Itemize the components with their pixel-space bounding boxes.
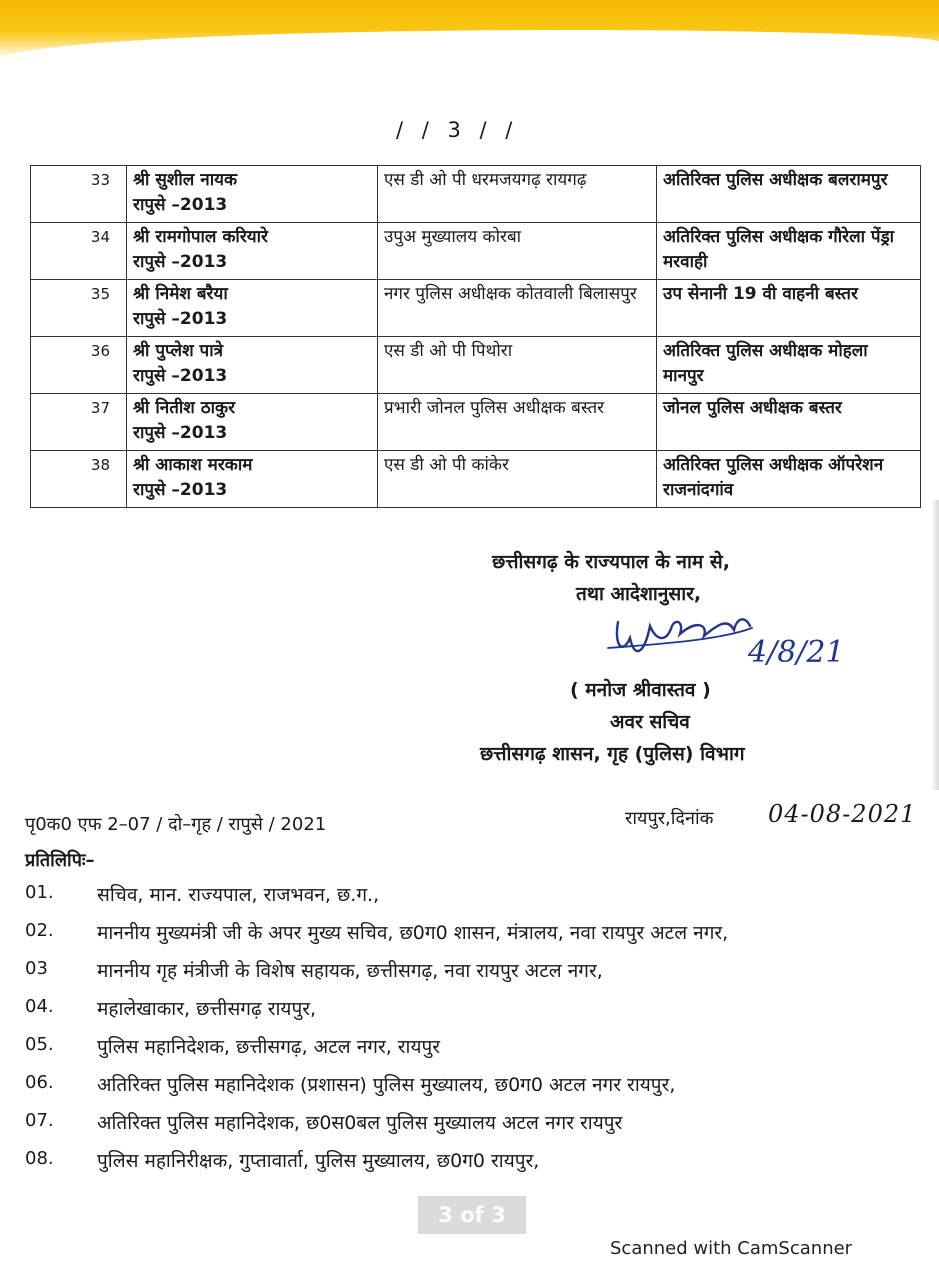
officer-name-batch: रापुसे –2013 — [133, 309, 228, 329]
officer-name — [127, 451, 378, 508]
list-item-text: अतिरिक्त पुलिस महानिदेशक (प्रशासन) पुलिस मुख्यालय, छ0ग0 अटल नगर रायपुर, — [97, 1074, 676, 1096]
officer-name — [127, 280, 378, 337]
list-item — [25, 878, 895, 912]
row-serial — [31, 451, 127, 508]
list-item-number: 07. — [25, 1110, 54, 1131]
scanner-watermark: Scanned with CamScanner — [610, 1238, 853, 1259]
row-serial — [31, 337, 127, 394]
table-row — [31, 223, 921, 280]
signatory-designation: अवर सचिव — [610, 711, 690, 733]
current-posting — [378, 280, 657, 337]
officer-name-name: श्री आकाश मरकाम — [133, 455, 253, 475]
officer-name-name: श्री निमेश बरैया — [133, 284, 228, 304]
list-item-number: 02. — [25, 920, 54, 941]
page-top-edge — [0, 0, 939, 58]
list-item-number: 06. — [25, 1072, 54, 1093]
copy-to-label: प्रतिलिपिः– — [25, 850, 95, 871]
officer-name-name: श्री रामगोपाल करियारे — [133, 227, 268, 247]
table-row — [31, 166, 921, 223]
list-item-text: सचिव, मान. राज्यपाल, राजभवन, छ.ग., — [97, 884, 380, 906]
new-posting — [657, 166, 921, 223]
list-item — [25, 916, 895, 950]
officer-name-name: श्री नितीश ठाकुर — [133, 398, 236, 418]
row-serial-no: 33 — [90, 171, 110, 189]
list-item-text: अतिरिक्त पुलिस महानिदेशक, छ0स0बल पुलिस मुख्यालय अटल नगर रायपुर — [97, 1112, 623, 1134]
officer-name-batch: रापुसे –2013 — [133, 252, 228, 272]
new-posting-to: जोनल पुलिस अधीक्षक बस्तर — [663, 398, 842, 418]
row-serial — [31, 166, 127, 223]
list-item — [25, 954, 895, 988]
signature-date: 4/8/21 — [748, 635, 845, 670]
current-posting-from: नगर पुलिस अधीक्षक कोतवाली बिलासपुर — [384, 284, 637, 304]
current-posting — [378, 451, 657, 508]
authority-line: छत्तीसगढ़ के राज्यपाल के नाम से, — [492, 551, 730, 573]
row-serial-no: 36 — [90, 342, 110, 360]
officer-name — [127, 166, 378, 223]
row-serial-no: 35 — [90, 285, 110, 303]
list-item-text: पुलिस महानिरीक्षक, गुप्तावार्ता, पुलिस मुख्यालय, छ0ग0 रायपुर, — [97, 1150, 540, 1172]
list-item — [25, 1144, 895, 1178]
reference-number: पृ0क0 एफ 2–07 / दो–गृह / रापुसे / 2021 — [25, 814, 327, 835]
list-item-text: माननीय गृह मंत्रीजी के विशेष सहायक, छत्तीसगढ़, नवा रायपुर अटल नगर, — [97, 960, 603, 982]
row-serial — [31, 394, 127, 451]
current-posting — [378, 394, 657, 451]
page-edge-shadow — [931, 500, 939, 790]
officer-name-batch: रापुसे –2013 — [133, 195, 228, 215]
copy-to-list — [25, 878, 895, 1182]
current-posting-from: एस डी ओ पी कांकेर — [384, 455, 509, 475]
list-item — [25, 1106, 895, 1140]
handwritten-signature — [600, 600, 880, 680]
new-posting-to: अतिरिक्त पुलिस अधीक्षक मोहला मानपुर — [663, 341, 868, 386]
transfer-table — [30, 165, 921, 508]
officer-name-batch: रापुसे –2013 — [133, 423, 228, 443]
row-serial — [31, 280, 127, 337]
current-posting — [378, 337, 657, 394]
officer-name-batch: रापुसे –2013 — [133, 366, 228, 386]
list-item-number: 05. — [25, 1034, 54, 1055]
officer-name — [127, 223, 378, 280]
new-posting-to: उप सेनानी 19 वी वाहनी बस्तर — [663, 284, 858, 304]
table-row — [31, 451, 921, 508]
officer-name — [127, 337, 378, 394]
signatory-department: छत्तीसगढ़ शासन, गृह (पुलिस) विभाग — [480, 743, 745, 765]
new-posting — [657, 451, 921, 508]
list-item-text: माननीय मुख्यमंत्री जी के अपर मुख्य सचिव, छ0ग0 शासन, मंत्रालय, नवा रायपुर अटल नगर, — [97, 922, 729, 944]
page-indicator: 3 of 3 — [418, 1196, 526, 1234]
handwritten-date: 04-08-2021 — [768, 800, 917, 828]
officer-name-batch: रापुसे –2013 — [133, 480, 228, 500]
new-posting-to: अतिरिक्त पुलिस अधीक्षक गौरेला पेंड्रा मरवाही — [663, 227, 895, 272]
current-posting — [378, 166, 657, 223]
list-item-number: 01. — [25, 882, 54, 903]
list-item-text: पुलिस महानिदेशक, छत्तीसगढ़, अटल नगर, रायपुर — [97, 1036, 441, 1058]
current-posting-from: प्रभारी जोनल पुलिस अधीक्षक बस्तर — [384, 398, 605, 418]
list-item-text: महालेखाकार, छत्तीसगढ़ रायपुर, — [97, 998, 317, 1020]
list-item-number: 08. — [25, 1148, 54, 1169]
new-posting — [657, 223, 921, 280]
table-row — [31, 394, 921, 451]
current-posting-from: उपुअ मुख्यालय कोरबा — [384, 227, 522, 247]
signatory-name: ( मनोज श्रीवास्तव ) — [570, 679, 711, 701]
list-item — [25, 1068, 895, 1102]
new-posting — [657, 280, 921, 337]
officer-name-name: श्री पुप्लेश पात्रे — [133, 341, 224, 361]
place-date-label: रायपुर,दिनांक — [625, 808, 714, 829]
officer-name — [127, 394, 378, 451]
new-posting — [657, 394, 921, 451]
officer-name-name: श्री सुशील नायक — [133, 170, 238, 190]
new-posting-to: अतिरिक्त पुलिस अधीक्षक बलरामपुर — [663, 170, 888, 190]
table-row — [31, 280, 921, 337]
current-posting — [378, 223, 657, 280]
table-row — [31, 337, 921, 394]
current-posting-from: एस डी ओ पी धरमजयगढ़ रायगढ़ — [384, 170, 587, 190]
page-number: / / 3 / / — [396, 118, 519, 142]
new-posting-to: अतिरिक्त पुलिस अधीक्षक ऑपरेशन राजनांदगांव — [663, 455, 884, 500]
list-item — [25, 1030, 895, 1064]
row-serial-no: 37 — [90, 399, 110, 417]
order-line: तथा आदेशानुसार, — [576, 583, 702, 605]
row-serial-no: 38 — [90, 456, 110, 474]
row-serial-no: 34 — [90, 228, 110, 246]
list-item-number: 04. — [25, 996, 54, 1017]
row-serial — [31, 223, 127, 280]
new-posting — [657, 337, 921, 394]
list-item-number: 03 — [25, 958, 48, 979]
list-item — [25, 992, 895, 1026]
current-posting-from: एस डी ओ पी पिथोरा — [384, 341, 513, 361]
